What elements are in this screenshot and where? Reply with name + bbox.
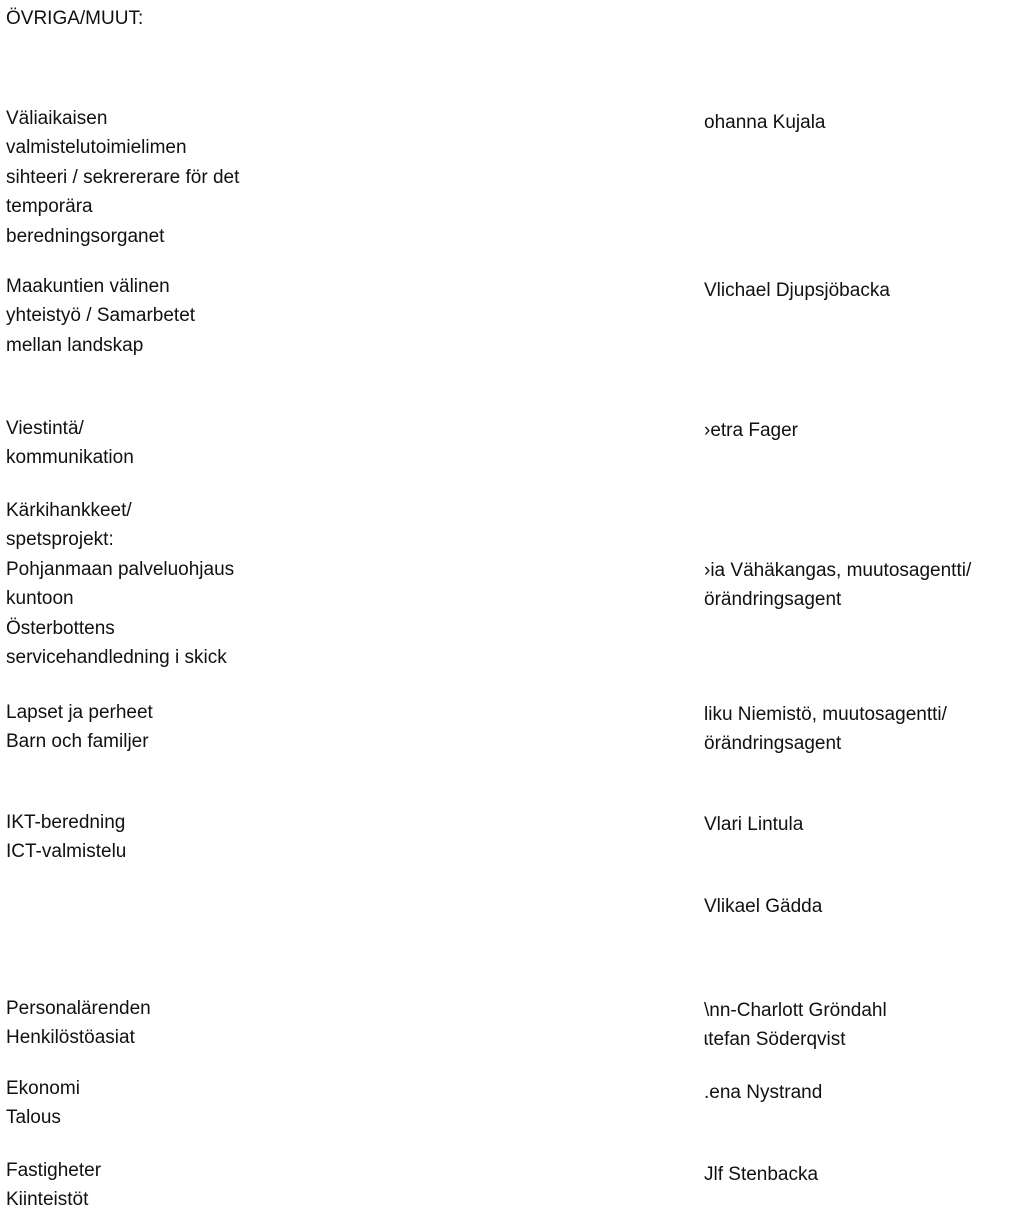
person-line: ohanna Kujala — [704, 112, 826, 133]
person-line: ›etra Fager — [704, 420, 798, 441]
role-line: Väliaikaisen — [6, 108, 108, 129]
role-line: Henkilöstöasiat — [6, 1027, 135, 1049]
person-block — [704, 892, 822, 921]
person-line: \nn-Charlott Gröndahl — [704, 1000, 887, 1021]
role-line: Barn och familjer — [6, 731, 149, 753]
role-block — [6, 496, 234, 672]
person-line: Vlikael Gädda — [704, 896, 823, 917]
role-line: Personalärenden — [6, 998, 151, 1019]
role-line: Österbottens — [6, 617, 115, 639]
person-block — [704, 416, 798, 445]
person-block — [704, 108, 826, 137]
role-line: IKT-beredning — [6, 812, 126, 833]
role-line: Kärkihankkeet/ — [6, 500, 132, 521]
person-line: Vlari Lintula — [704, 814, 804, 835]
person-block — [704, 700, 947, 759]
person-block — [704, 1078, 822, 1107]
role-block — [6, 1156, 101, 1215]
role-block — [6, 994, 151, 1053]
role-block — [6, 1074, 80, 1133]
person-line: ›ia Vähäkangas, muutosagentti/ — [704, 560, 972, 581]
person-block — [704, 1160, 818, 1189]
role-line: Lapset ja perheet — [6, 702, 153, 723]
person-line: ɩtefan Söderqvist — [704, 1029, 846, 1051]
role-block — [6, 414, 134, 473]
role-line: Viestintä/ — [6, 418, 84, 439]
role-line: temporära — [6, 196, 93, 218]
role-line: sihteeri / sekrererare för det — [6, 166, 240, 188]
person-line: örändringsagent — [704, 733, 842, 755]
role-line: kommunikation — [6, 447, 134, 469]
role-line: Talous — [6, 1107, 61, 1129]
role-block — [6, 272, 195, 360]
person-block — [704, 276, 890, 305]
role-block — [6, 104, 239, 251]
role-line: Fastigheter — [6, 1160, 102, 1181]
role-line: spetsprojekt: — [6, 529, 114, 551]
role-block — [6, 808, 126, 867]
person-line: liku Niemistö, muutosagentti/ — [704, 704, 947, 725]
role-line: beredningsorganet — [6, 225, 165, 247]
role-line: Ekonomi — [6, 1078, 80, 1099]
person-line: .ena Nystrand — [704, 1082, 823, 1103]
role-line: Pohjanmaan palveluohjaus — [6, 558, 235, 580]
person-line: Jlf Stenbacka — [704, 1164, 819, 1185]
role-block — [6, 698, 153, 757]
person-line: Vlichael Djupsjöbacka — [704, 280, 890, 301]
role-line: mellan landskap — [6, 334, 144, 356]
person-line: örändringsagent — [704, 589, 842, 611]
role-line: Maakuntien välinen — [6, 276, 170, 297]
role-line: valmistelutoimielimen — [6, 137, 187, 159]
role-line: ICT-valmistelu — [6, 841, 127, 863]
role-line: kuntoon — [6, 588, 74, 610]
role-line: yhteistyö / Samarbetet — [6, 305, 196, 327]
page-heading: ÖVRIGA/MUUT: — [6, 8, 144, 29]
person-block — [704, 996, 887, 1055]
person-block — [704, 810, 803, 839]
role-line: servicehandledning i skick — [6, 647, 227, 669]
role-line: Kiinteistöt — [6, 1189, 89, 1211]
person-block — [704, 556, 971, 615]
